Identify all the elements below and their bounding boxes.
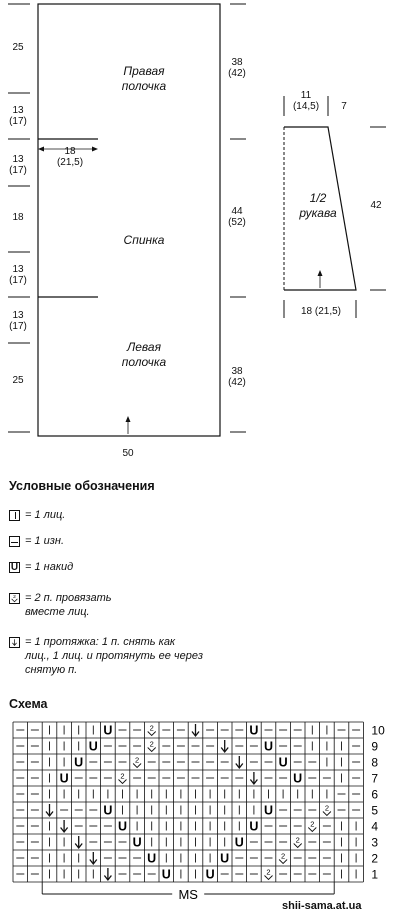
k2tog-stitch bbox=[148, 724, 156, 736]
inner-width-label: 18 (21,5) bbox=[56, 146, 84, 168]
purl-icon bbox=[9, 536, 20, 547]
legend-item-purl: = 1 изн. bbox=[9, 534, 399, 552]
svg-text:2: 2 bbox=[149, 739, 154, 749]
k2tog-stitch bbox=[265, 868, 273, 880]
legend-item-yarn-over: U = 1 накид bbox=[10, 561, 74, 573]
k2tog-stitch bbox=[308, 820, 316, 832]
left-dim-6: 13 (17) bbox=[9, 310, 27, 332]
left-dim-1: 25 bbox=[12, 42, 24, 53]
stitch-chart bbox=[0, 718, 400, 918]
svg-text:2: 2 bbox=[324, 803, 329, 813]
sleeve-top-a: 11 (14,5) bbox=[292, 90, 320, 112]
skpo-stitch bbox=[46, 804, 53, 816]
left-dim-7: 25 bbox=[12, 375, 24, 386]
left-dim-5: 13 (17) bbox=[9, 264, 27, 286]
right-dim-1: 38 (42) bbox=[228, 57, 246, 79]
label-left-front: Левая полочка bbox=[121, 340, 167, 369]
svg-text:2: 2 bbox=[281, 851, 286, 861]
skpo-stitch bbox=[61, 820, 68, 832]
k2tog-stitch bbox=[294, 836, 302, 848]
row-number: 9 bbox=[371, 739, 379, 754]
yarn-over-stitch: U bbox=[103, 803, 113, 818]
yarn-over-stitch: U bbox=[293, 771, 303, 786]
legend-title: Условные обозначения bbox=[9, 479, 155, 493]
sleeve-label: 1/2 рукава bbox=[299, 191, 337, 220]
pattern-diagram bbox=[0, 0, 400, 450]
left-dim-4: 18 bbox=[12, 212, 24, 223]
yarn-over-icon: U bbox=[10, 562, 19, 573]
left-dim-3: 13 (17) bbox=[9, 154, 27, 176]
row-number: 2 bbox=[371, 851, 379, 866]
scheme-title: Схема bbox=[9, 697, 48, 711]
sleeve-bottom: 18 (21,5) bbox=[300, 306, 342, 317]
skpo-stitch bbox=[192, 724, 199, 736]
sleeve-height: 42 bbox=[370, 200, 382, 211]
row-number: 5 bbox=[371, 803, 379, 818]
svg-text:2: 2 bbox=[120, 771, 125, 781]
skpo-stitch bbox=[250, 772, 257, 784]
yarn-over-stitch: U bbox=[263, 739, 274, 754]
skpo-stitch bbox=[90, 852, 97, 864]
legend-item-knit: = 1 лиц. bbox=[9, 508, 399, 526]
k2tog-stitch bbox=[133, 756, 141, 768]
svg-text:2: 2 bbox=[295, 835, 300, 845]
k2tog-stitch bbox=[323, 804, 331, 816]
row-number: 7 bbox=[371, 771, 379, 786]
repeat-label: MS bbox=[178, 887, 198, 902]
row-number: 1 bbox=[371, 867, 379, 882]
k2tog-stitch bbox=[119, 772, 127, 784]
svg-text:2: 2 bbox=[310, 819, 315, 829]
row-number: 4 bbox=[371, 819, 379, 834]
yarn-over-stitch: U bbox=[117, 819, 128, 834]
svg-text:2: 2 bbox=[266, 867, 271, 877]
label-back: Спинка bbox=[123, 233, 165, 247]
yarn-over-stitch: U bbox=[278, 755, 288, 770]
yarn-over-stitch: U bbox=[234, 835, 244, 850]
yarn-over-stitch: U bbox=[59, 771, 69, 786]
row-number: 3 bbox=[371, 835, 379, 850]
k2tog-icon bbox=[9, 593, 20, 604]
knit-icon bbox=[9, 510, 20, 521]
yarn-over-stitch: U bbox=[88, 739, 98, 754]
yarn-over-stitch: U bbox=[249, 819, 259, 834]
row-number: 6 bbox=[371, 787, 379, 802]
yarn-over-stitch: U bbox=[263, 803, 274, 818]
svg-text:2: 2 bbox=[13, 595, 16, 601]
svg-text:2: 2 bbox=[149, 723, 154, 733]
label-right-front: Правая полочка bbox=[121, 64, 167, 93]
k2tog-stitch bbox=[148, 740, 156, 752]
legend-item-skpo: = 1 протяжка: 1 п. снять как лиц., 1 лиц. и протянуть ее через снятую п. bbox=[9, 635, 399, 685]
bottom-width-label: 50 bbox=[122, 448, 134, 459]
k2tog-stitch bbox=[279, 852, 287, 864]
sleeve-top-b: 7 bbox=[341, 101, 347, 112]
yarn-over-stitch: U bbox=[132, 835, 142, 850]
legend-item-k2tog: 2 = 2 п. провязать вместе лиц. bbox=[9, 591, 399, 625]
watermark: shii-sama.at.ua bbox=[282, 900, 362, 912]
skpo-stitch bbox=[236, 756, 243, 768]
left-dim-2: 13 (17) bbox=[9, 105, 27, 127]
yarn-over-stitch: U bbox=[220, 851, 230, 866]
row-number: 8 bbox=[371, 755, 379, 770]
skpo-stitch bbox=[221, 740, 228, 752]
yarn-over-stitch: U bbox=[205, 867, 215, 882]
skpo-icon bbox=[9, 637, 20, 648]
skpo-stitch bbox=[104, 868, 111, 880]
right-dim-3: 38 (42) bbox=[228, 366, 246, 388]
yarn-over-stitch: U bbox=[161, 867, 171, 882]
row-number: 10 bbox=[371, 723, 385, 738]
right-dim-2: 44 (52) bbox=[228, 206, 246, 228]
svg-text:2: 2 bbox=[135, 755, 140, 765]
yarn-over-stitch: U bbox=[103, 723, 113, 738]
yarn-over-stitch: U bbox=[147, 851, 157, 866]
yarn-over-stitch: U bbox=[249, 723, 259, 738]
skpo-stitch bbox=[75, 836, 82, 848]
yarn-over-stitch: U bbox=[74, 755, 84, 770]
